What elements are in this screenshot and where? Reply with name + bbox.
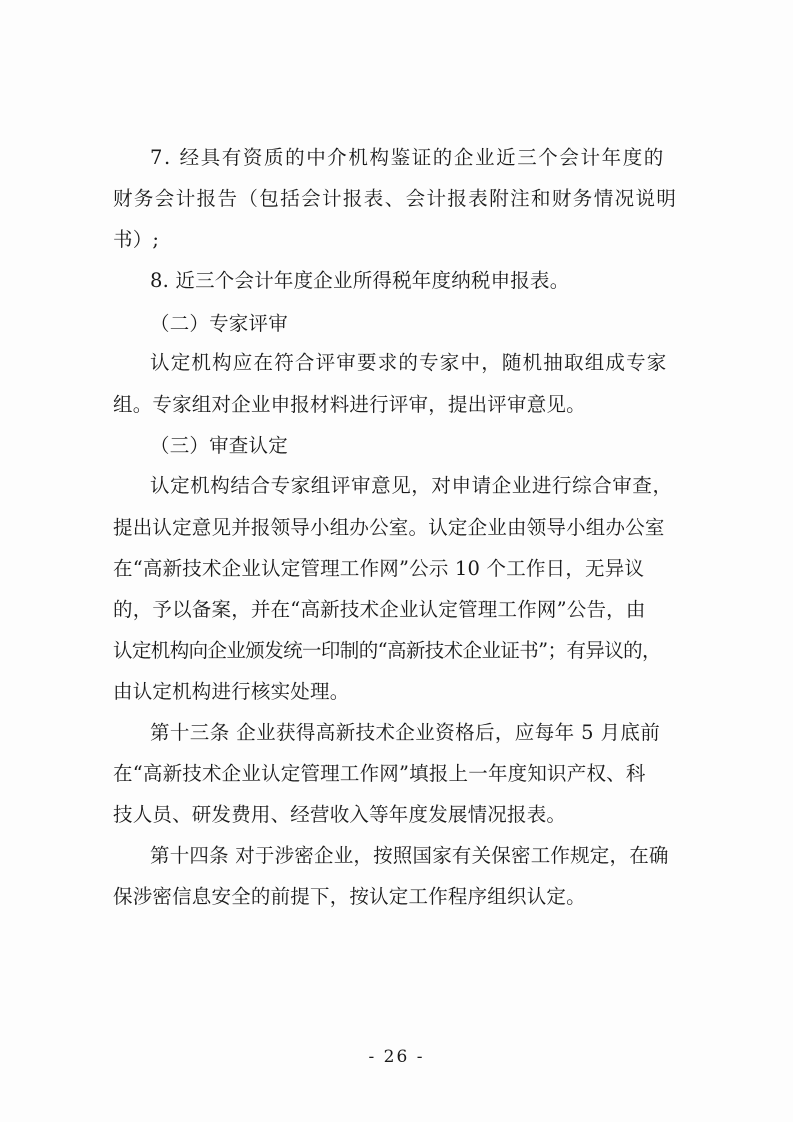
text-line: 的，予以备案，并在“高新技术企业认定管理工作网”公告，由 [113, 598, 646, 621]
text-line: 在“高新技术企业认定管理工作网”公示 10 个工作日，无异议 [113, 557, 645, 580]
text-line: 技人员、研发费用、经营收入等年度发展情况报表。 [113, 803, 567, 826]
text-line: 在“高新技术企业认定管理工作网”填报上一年度知识产权、科 [113, 762, 646, 785]
text-line: 8. 近三个会计年度企业所得税年度纳税申报表。 [150, 269, 570, 292]
text-line: 提出认定意见并报领导小组办公室。认定企业由领导小组办公室 [113, 516, 665, 539]
text-line: 由认定机构进行核实处理。 [113, 680, 350, 703]
text-line: 保涉密信息安全的前提下，按认定工作程序组织认定。 [113, 885, 586, 908]
text-line: 认定机构应在符合评审要求的专家中，随机抽取组成专家 [150, 351, 668, 374]
text-line: 财务会计报告（包括会计报表、会计报表附注和财务情况说明 [113, 187, 678, 210]
article-paragraph: 第十四条 对于涉密企业，按照国家有关保密工作规定，在确 [150, 844, 669, 867]
text-line: 书）; [113, 228, 160, 251]
page-number: - 26 - [368, 1047, 425, 1067]
section-heading: （二）专家评审 [150, 312, 288, 335]
text-line: 组。专家组对企业申报材料进行评审，提出评审意见。 [113, 393, 586, 416]
article-paragraph: 第十三条 企业获得高新技术企业资格后，应每年 5 月底前 [150, 721, 661, 744]
text-line: 7. 经具有资质的中介机构鉴证的企业近三个会计年度的 [150, 146, 665, 169]
text-line: 认定机构结合专家组评审意见，对申请企业进行综合审查， [150, 474, 673, 497]
section-heading: （三）审查认定 [150, 434, 288, 457]
text-line: 认定机构向企业颁发统一印制的“高新技术企业证书”；有异议的， [113, 639, 661, 662]
